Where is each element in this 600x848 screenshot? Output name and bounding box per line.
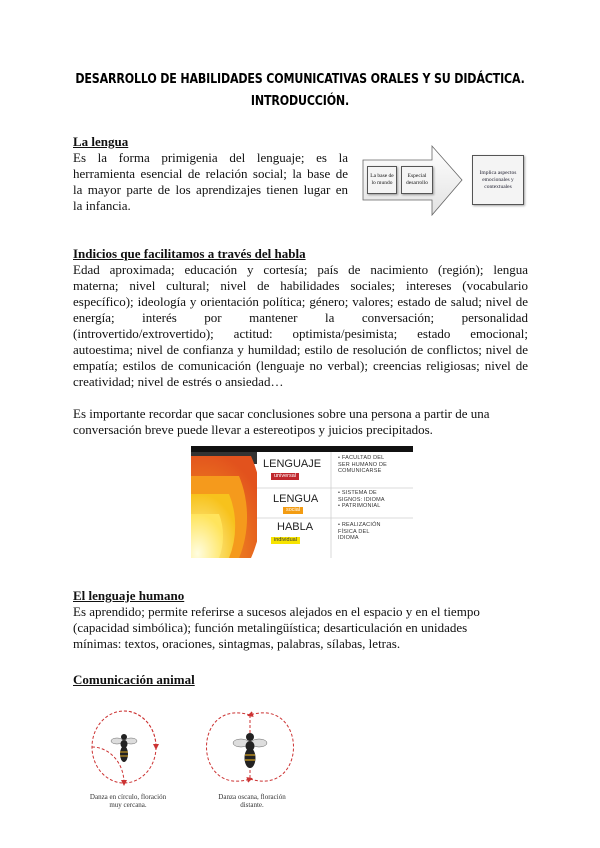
desc-line: COMUNICARSE	[338, 468, 382, 474]
desc-line: • SISTEMA DE	[338, 490, 377, 496]
humano-paragraph	[73, 604, 528, 652]
text-line: (introvertido/extrovertido); actitud: optimista/pesimista; estado emocional;	[73, 326, 528, 341]
level-desc-lengua	[338, 490, 385, 510]
diagram-box-3: Implica aspectos emocionales y contextuales	[472, 155, 524, 205]
text-line: Es importante recordar que sacar conclusiones sobre una persona a partir de una	[73, 406, 490, 421]
section-heading-lengua: La lengua	[73, 134, 129, 149]
text-line: creatividad; nivel de estrés o ansiedad…	[73, 374, 284, 389]
text-line: autoestima; nivel de confianza y humildad; estilo de resolución de conflictos; nivel de	[73, 342, 528, 357]
text-line: (capacidad simbólica); función metalingüística; desarticulación en unidades	[73, 620, 468, 635]
desc-line: • REALIZACIÓN	[338, 522, 381, 528]
section-heading-animal: Comunicación animal	[73, 672, 195, 687]
bee-icon	[233, 733, 267, 768]
desc-line: • PATRIMONIAL	[338, 503, 381, 509]
caption-line: Danza oscana, floración	[218, 793, 286, 801]
text-line: empatía; estilos de comunicación (lenguaje no verbal); creencias religiosas; nivel de	[73, 358, 528, 373]
bee-dance-figure	[82, 697, 310, 825]
desc-line: SER HUMANO DE	[338, 461, 388, 468]
text-line: conversación breve puede llevar a estereotipos y juicios precipitados.	[73, 422, 433, 437]
level-tag-social: social	[283, 507, 303, 514]
text-line: energía; interés por mantener la conversación; personalidad	[73, 310, 528, 325]
level-desc-habla	[338, 522, 381, 542]
text-line: Es aprendido; permite referirse a sucesos alejados en el espacio y en el tiempo	[73, 604, 480, 619]
section-heading-indicios: Indicios que facilitamos a través del habla	[73, 246, 306, 261]
text-line: mínimas: textos, oraciones, sintagmas, palabras, sílabas, letras.	[73, 636, 401, 651]
text-line: materna; nivel cultural; nivel de habilidades sociales; intereses (vocabulario	[73, 278, 528, 293]
caption-waggle-dance	[206, 793, 298, 809]
desc-line: • FACULTAD DEL	[338, 455, 385, 461]
level-label-habla: HABLA	[277, 521, 314, 533]
caption-line: distante.	[240, 801, 264, 809]
text-line: Edad aproximada; educación y cortesía; país de nacimiento (región); lengua	[73, 262, 528, 277]
caption-line: muy cercana.	[109, 801, 147, 809]
language-levels-diagram	[191, 446, 413, 558]
section-heading-humano: El lenguaje humano	[73, 588, 185, 603]
diagram-box-2: Especial desarrollo	[401, 166, 433, 194]
page-title-line-1: DESARROLLO DE HABILIDADES COMUNICATIVAS ORALES Y SU DIDÁCTICA.	[75, 71, 525, 87]
text-line: herramienta esencial de relación social; la base de	[73, 166, 348, 181]
caption-round-dance	[82, 793, 174, 809]
desc-line: IDIOMA	[338, 535, 359, 541]
lengua-diagram	[362, 143, 537, 218]
level-tag-universal: universal	[271, 473, 299, 480]
importante-paragraph	[73, 406, 528, 438]
indicios-paragraph	[73, 262, 528, 390]
text-line: Es la forma primigenia del lenguaje; es la	[73, 150, 348, 165]
diagram-box-1: La base de lo mundo	[367, 166, 397, 194]
page-title-line-2: INTRODUCCIÓN.	[250, 93, 350, 109]
text-line: la mayor parte de los aprendizajes tienen lugar en	[73, 182, 348, 197]
text-line: específico); ideología y orientación política; género; valores; estado de salud; nivel de	[73, 294, 528, 309]
desc-line: FÍSICA DEL	[338, 528, 370, 535]
level-label-lenguaje: LENGUAJE	[263, 458, 322, 470]
bee-dance-drawing	[82, 697, 310, 797]
level-tag-individual: individual	[271, 537, 300, 544]
level-desc-lenguaje	[338, 455, 387, 475]
desc-line: SIGNOS: IDIOMA	[338, 496, 385, 503]
lengua-paragraph	[73, 150, 348, 214]
text-line: la infancia.	[73, 198, 131, 213]
level-label-lengua: LENGUA	[273, 493, 319, 505]
caption-line: Danza en círculo, floración	[89, 793, 167, 801]
